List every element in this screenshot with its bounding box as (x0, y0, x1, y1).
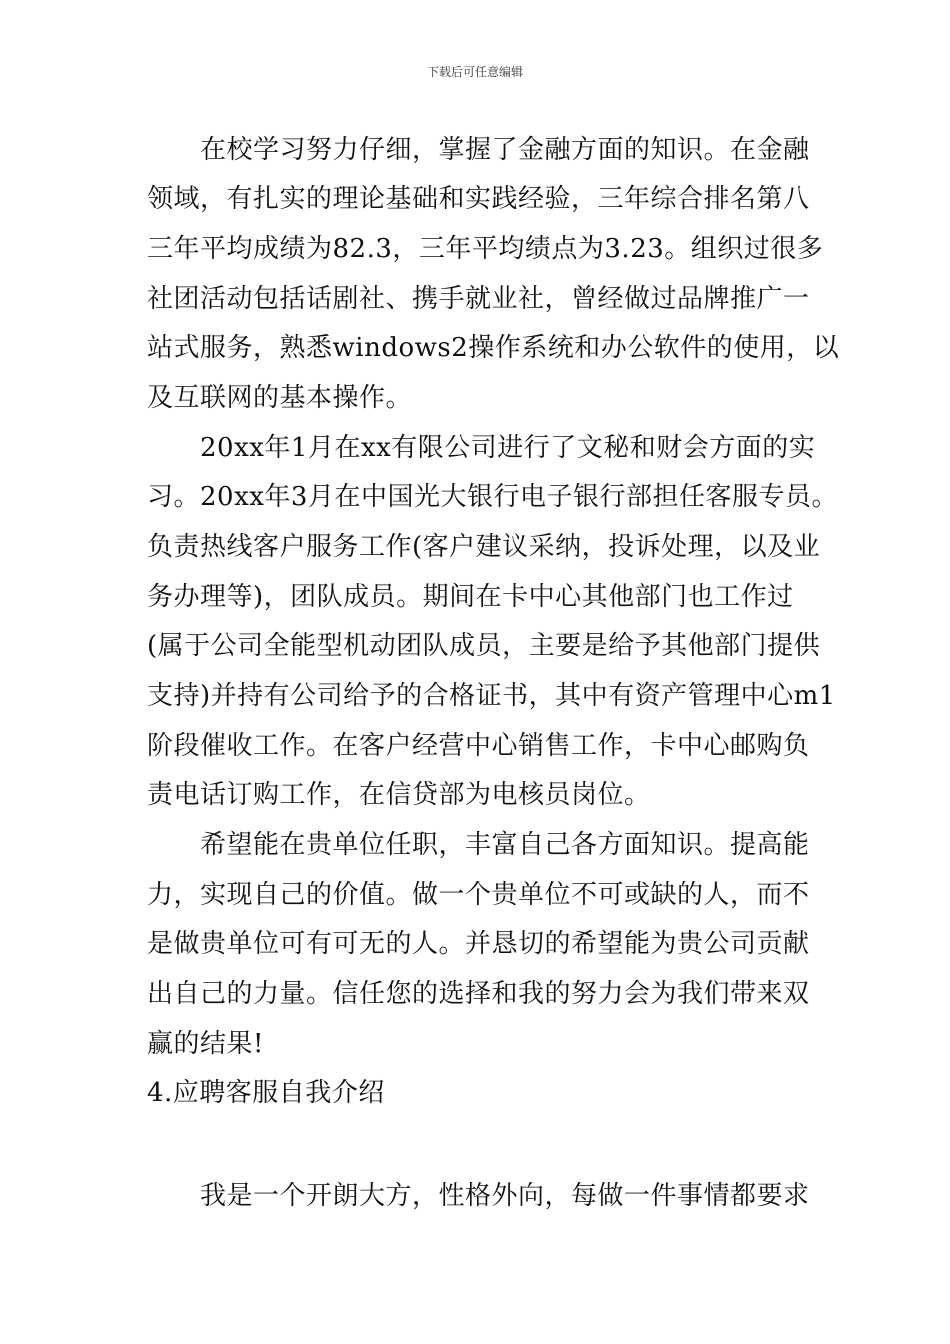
paragraph-line: 支持)并持有公司给予的合格证书，其中有资产管理中心m1 (147, 681, 836, 711)
page-header: 下载后可任意编辑 (426, 65, 523, 79)
paragraph-line: (属于公司全能型机动团队成员，主要是给予其他部门提供 (147, 631, 821, 661)
paragraph-line: 领域，有扎实的理论基础和实践经验，三年综合排名第八 (147, 184, 810, 214)
paragraph-line: 阶段催收工作。在客户经营中心销售工作，卡中心邮购负 (147, 731, 810, 761)
paragraph-line: 站式服务，熟悉windows2操作系统和办公软件的使用，以 (147, 333, 840, 363)
paragraph-line: 20xx年1月在xx有限公司进行了文秘和财会方面的实 (147, 433, 816, 463)
paragraph-line: 务办理等)，团队成员。期间在卡中心其他部门也工作过 (147, 582, 794, 612)
paragraph-line: 赢的结果! (147, 1029, 264, 1059)
paragraph-line: 我是一个开朗大方，性格外向，每做一件事情都要求 (147, 1181, 810, 1211)
paragraph-line: 在校学习努力仔细，掌握了金融方面的知识。在金融 (147, 135, 810, 165)
paragraph-line: 是做贵单位可有可无的人。并恳切的希望能为贵公司贡献 (147, 929, 810, 959)
paragraph-line: 力，实现自己的价值。做一个贵单位不可或缺的人，而不 (147, 880, 810, 910)
paragraph-line: 出自己的力量。信任您的选择和我的努力会为我们带来双 (147, 979, 810, 1009)
paragraph-line: 习。20xx年3月在中国光大银行电子银行部担任客服专员。 (147, 482, 838, 512)
paragraph-line: 三年平均成绩为82.3，三年平均绩点为3.23。组织过很多 (147, 234, 824, 264)
paragraph-line: 及互联网的基本操作。 (147, 383, 413, 413)
paragraph-line: 负责热线客户服务工作(客户建议采纳，投诉处理，以及业 (147, 532, 821, 562)
paragraph-line: 责电话订购工作，在信贷部为电核员岗位。 (147, 780, 651, 810)
paragraph-line: 希望能在贵单位任职，丰富自己各方面知识。提高能 (147, 830, 810, 860)
paragraph-line: 社团活动包括话剧社、携手就业社，曾经做过品牌推广一 (147, 284, 810, 314)
section-heading: 4.应聘客服自我介绍 (147, 1078, 385, 1108)
